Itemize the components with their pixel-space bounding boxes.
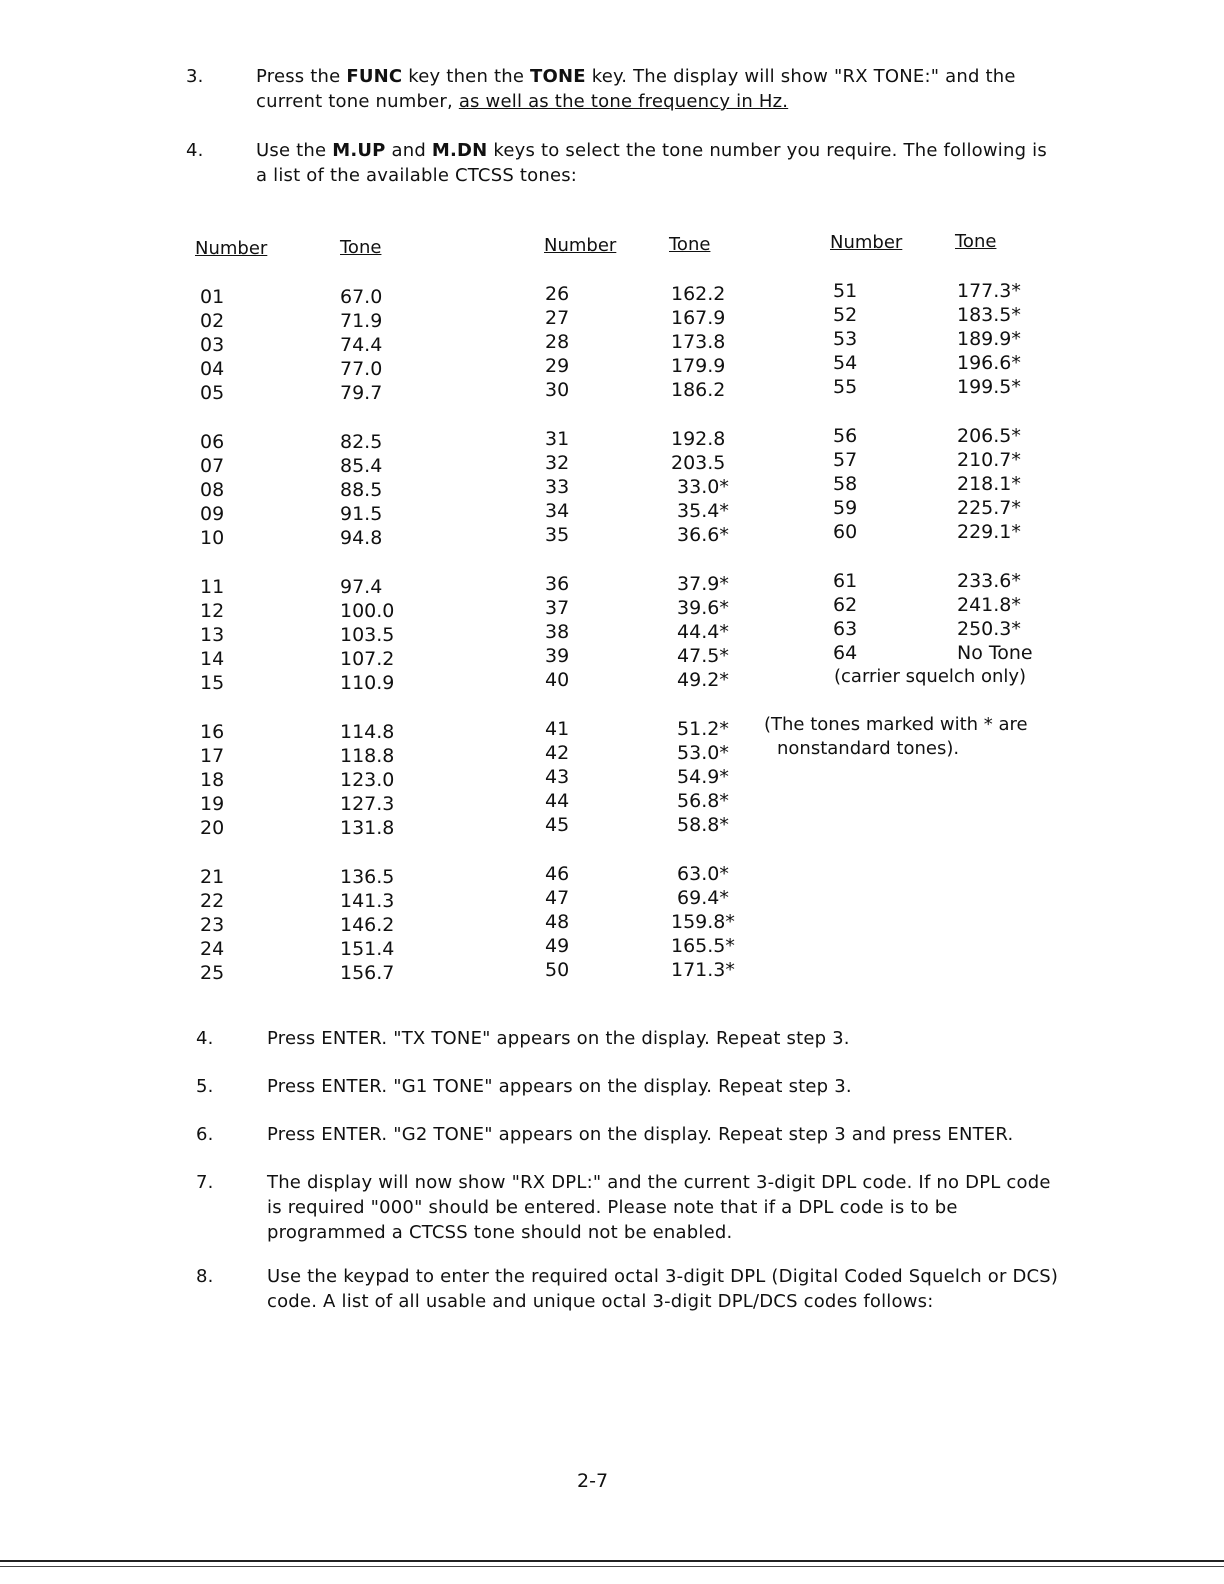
tone-number: 55 <box>833 376 858 398</box>
tone-number: 38 <box>545 621 570 643</box>
tone-frequency: 63.0* <box>671 863 729 885</box>
tone-number: 41 <box>545 718 570 740</box>
tone-number: 49 <box>545 935 570 957</box>
step-text: Use the keypad to enter the required octal 3-digit DPL (Digital Coded Squelch or DCS) code. A list of all usable and unique octal 3-digit DPL/DCS codes follows: <box>267 1266 1059 1312</box>
tone-frequency: 53.0* <box>671 742 729 764</box>
tone-number: 18 <box>200 769 225 791</box>
tone-frequency: 71.9 <box>340 310 383 332</box>
tone-frequency: 91.5 <box>340 503 383 525</box>
tone-frequency: 199.5* <box>957 376 1021 398</box>
tone-frequency: 225.7* <box>957 497 1021 519</box>
tone-frequency: 82.5 <box>340 431 383 453</box>
header-number-2: Number <box>544 235 617 256</box>
tone-number: 11 <box>200 576 225 598</box>
header-tone-1: Tone <box>340 237 382 258</box>
tone-frequency: 56.8* <box>671 790 729 812</box>
tone-frequency: 85.4 <box>340 455 383 477</box>
tone-frequency: 241.8* <box>957 594 1021 616</box>
tone-number: 44 <box>545 790 570 812</box>
step-4-text-pre: Use the <box>256 140 333 161</box>
tone-frequency: 210.7* <box>957 449 1021 471</box>
tone-frequency: 162.2 <box>671 283 726 305</box>
tone-number: 34 <box>545 500 570 522</box>
tone-number: 08 <box>200 479 225 501</box>
tone-frequency: 114.8 <box>340 721 395 743</box>
tone-number: 23 <box>200 914 225 936</box>
tone-frequency: 47.5* <box>671 645 729 667</box>
tone-frequency: 77.0 <box>340 358 383 380</box>
tone-frequency: 100.0 <box>340 600 395 622</box>
tone-number: 04 <box>200 358 225 380</box>
tone-frequency: 196.6* <box>957 352 1021 374</box>
tone-number: 46 <box>545 863 570 885</box>
tone-frequency: 131.8 <box>340 817 395 839</box>
tone-frequency: 159.8* <box>671 911 735 933</box>
tone-number: 47 <box>545 887 570 909</box>
tone-frequency: 177.3* <box>957 280 1021 302</box>
tone-number: 54 <box>833 352 858 374</box>
tone-frequency: 192.8 <box>671 428 726 450</box>
tone-number: 01 <box>200 286 225 308</box>
tone-frequency: 58.8* <box>671 814 729 836</box>
tone-number: 14 <box>200 648 225 670</box>
tone-number: 05 <box>200 382 225 404</box>
step-number: 8. <box>196 1266 214 1287</box>
func-key-label: FUNC <box>346 66 403 87</box>
tone-number: 53 <box>833 328 858 350</box>
step-3-text-pre: Press the <box>256 66 347 87</box>
step-4-text <box>256 138 1056 188</box>
tone-frequency: 189.9* <box>957 328 1021 350</box>
tone-frequency: 79.7 <box>340 382 383 404</box>
tone-frequency: No Tone <box>957 642 1033 664</box>
step-3-text-mid: key then the <box>402 66 531 87</box>
tone-frequency: 156.7 <box>340 962 395 984</box>
tone-frequency: 54.9* <box>671 766 729 788</box>
tone-key-label: TONE <box>530 66 586 87</box>
tone-frequency: 97.4 <box>340 576 383 598</box>
tone-frequency: 69.4* <box>671 887 729 909</box>
tone-number: 45 <box>545 814 570 836</box>
step-text: Press ENTER. "G2 TONE" appears on the display. Repeat step 3 and press ENTER. <box>267 1124 1014 1145</box>
tone-number: 19 <box>200 793 225 815</box>
tone-number: 24 <box>200 938 225 960</box>
tone-number: 56 <box>833 425 858 447</box>
tone-frequency: 173.8 <box>671 331 726 353</box>
tone-number: 64 <box>833 642 858 664</box>
tone-number: 62 <box>833 594 858 616</box>
bottom-rule <box>0 1560 1224 1562</box>
tone-number: 32 <box>545 452 570 474</box>
tone-number: 17 <box>200 745 225 767</box>
tone-number: 27 <box>545 307 570 329</box>
tone-number: 29 <box>545 355 570 377</box>
step-number: 4. <box>196 1028 214 1049</box>
header-tone-3: Tone <box>955 231 997 252</box>
step-text: The display will now show "RX DPL:" and the current 3-digit DPL code. If no DPL code is required "000" should be entered. Please note that if a DPL code is to be programmed a CTCSS tone should not be enabled. <box>267 1172 1051 1243</box>
tone-frequency: 33.0* <box>671 476 729 498</box>
tone-frequency: 229.1* <box>957 521 1021 543</box>
tone-number: 60 <box>833 521 858 543</box>
tone-frequency: 179.9 <box>671 355 726 377</box>
tone-frequency: 218.1* <box>957 473 1021 495</box>
tone-number: 02 <box>200 310 225 332</box>
tone-number: 22 <box>200 890 225 912</box>
tone-frequency: 203.5 <box>671 452 726 474</box>
tone-frequency: 67.0 <box>340 286 383 308</box>
tone-frequency: 88.5 <box>340 479 383 501</box>
tone-number: 15 <box>200 672 225 694</box>
tone-frequency: 35.4* <box>671 500 729 522</box>
tone-frequency: 103.5 <box>340 624 395 646</box>
tone-number: 52 <box>833 304 858 326</box>
tone-number: 31 <box>545 428 570 450</box>
mup-key-label: M.UP <box>332 140 386 161</box>
tone-frequency: 165.5* <box>671 935 735 957</box>
tone-number: 39 <box>545 645 570 667</box>
tone-number: 40 <box>545 669 570 691</box>
tone-number: 16 <box>200 721 225 743</box>
tone-number: 36 <box>545 573 570 595</box>
step-number: 6. <box>196 1124 214 1145</box>
bottom-rule-secondary <box>0 1566 1224 1567</box>
tone-frequency: 183.5* <box>957 304 1021 326</box>
tone-frequency: 136.5 <box>340 866 395 888</box>
tone-frequency: 44.4* <box>671 621 729 643</box>
tone-number: 61 <box>833 570 858 592</box>
tone-number: 63 <box>833 618 858 640</box>
tone-frequency: 110.9 <box>340 672 395 694</box>
tone-frequency: 118.8 <box>340 745 395 767</box>
header-tone-2: Tone <box>669 234 711 255</box>
tone-frequency: 146.2 <box>340 914 395 936</box>
tone-number: 33 <box>545 476 570 498</box>
tone-frequency: 39.6* <box>671 597 729 619</box>
tone-frequency: 167.9 <box>671 307 726 329</box>
tone-number: 13 <box>200 624 225 646</box>
header-number-3: Number <box>830 232 903 253</box>
tone-number: 58 <box>833 473 858 495</box>
tone-number: 07 <box>200 455 225 477</box>
tone-frequency: 36.6* <box>671 524 729 546</box>
tone-frequency: 206.5* <box>957 425 1021 447</box>
step-3-underlined-text: as well as the tone frequency in Hz. <box>458 91 789 112</box>
tone-number: 48 <box>545 911 570 933</box>
tone-number: 26 <box>545 283 570 305</box>
tone-frequency: 141.3 <box>340 890 395 912</box>
tone-frequency: 74.4 <box>340 334 383 356</box>
tone-number: 57 <box>833 449 858 471</box>
tone-number: 09 <box>200 503 225 525</box>
nonstandard-footnote-line-1: (The tones marked with * are <box>764 714 1028 735</box>
carrier-squelch-note: (carrier squelch only) <box>834 666 1027 687</box>
tone-number: 21 <box>200 866 225 888</box>
step-3-text <box>256 64 1056 114</box>
tone-frequency: 94.8 <box>340 527 383 549</box>
tone-frequency: 250.3* <box>957 618 1021 640</box>
step-number: 5. <box>196 1076 214 1097</box>
step-3-text-post: key. The display will show "RX TONE:" and the current tone number, <box>256 66 1016 112</box>
tone-number: 50 <box>545 959 570 981</box>
tone-frequency: 51.2* <box>671 718 729 740</box>
step-4-text-mid: and <box>385 140 432 161</box>
page-number: 2-7 <box>577 1470 609 1492</box>
step-text: Press ENTER. "G1 TONE" appears on the display. Repeat step 3. <box>267 1076 852 1097</box>
step-number: 7. <box>196 1172 214 1193</box>
tone-number: 35 <box>545 524 570 546</box>
tone-number: 06 <box>200 431 225 453</box>
step-4-text-post: keys to select the tone number you require. The following is a list of the available CTCSS tones: <box>256 140 1047 186</box>
tone-frequency: 107.2 <box>340 648 395 670</box>
tone-frequency: 127.3 <box>340 793 395 815</box>
tone-number: 37 <box>545 597 570 619</box>
tone-number: 10 <box>200 527 225 549</box>
tone-number: 20 <box>200 817 225 839</box>
mdn-key-label: M.DN <box>431 140 488 161</box>
tone-frequency: 37.9* <box>671 573 729 595</box>
step-4-number: 4. <box>186 140 204 161</box>
tone-frequency: 186.2 <box>671 379 726 401</box>
tone-frequency: 171.3* <box>671 959 735 981</box>
tone-number: 51 <box>833 280 858 302</box>
step-3-number: 3. <box>186 66 204 87</box>
tone-frequency: 151.4 <box>340 938 395 960</box>
tone-number: 12 <box>200 600 225 622</box>
tone-number: 42 <box>545 742 570 764</box>
tone-number: 03 <box>200 334 225 356</box>
tone-number: 28 <box>545 331 570 353</box>
tone-number: 25 <box>200 962 225 984</box>
tone-frequency: 123.0 <box>340 769 395 791</box>
step-text: Press ENTER. "TX TONE" appears on the display. Repeat step 3. <box>267 1028 850 1049</box>
tone-number: 59 <box>833 497 858 519</box>
tone-frequency: 49.2* <box>671 669 729 691</box>
tone-number: 43 <box>545 766 570 788</box>
nonstandard-footnote-line-2: nonstandard tones). <box>777 738 960 759</box>
tone-number: 30 <box>545 379 570 401</box>
header-number-1: Number <box>195 238 268 259</box>
tone-frequency: 233.6* <box>957 570 1021 592</box>
